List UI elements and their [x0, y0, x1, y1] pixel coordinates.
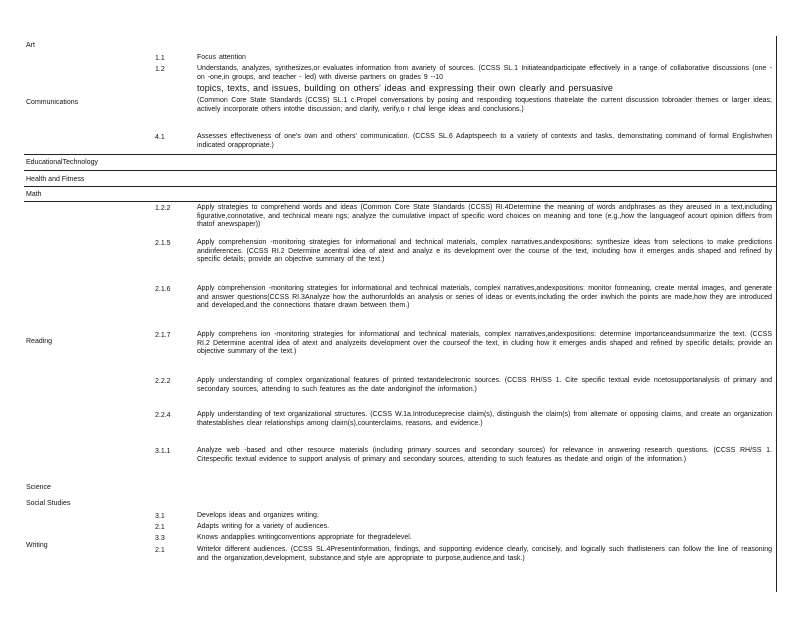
standard-text: Focus attention	[197, 54, 246, 61]
standard-text: Apply strategies to comprehend words and ideas (Common Core State Standards (CCSS) RI.4Determine the meaning of words andphrases as they areused in a text,including figurative,connotative, and technical meani ngs; analyze the cumulative impact of specific word choices on meaning and tone (e.g.,how the languageof acourt opinion differs from thatof anewspaper))	[197, 204, 772, 229]
standard-text: Apply understanding of complex organizational features of printed textandelectronic sources. (CCSS RH/SS 1. Cite specific textual evide ncetosupportanalysis of primary and secondary sources, attending to such features as the date andoriginof the information.)	[197, 377, 772, 393]
section-divider	[24, 186, 776, 187]
standard-number: 2.1.6	[155, 286, 171, 293]
standard-number: 2.1.5	[155, 240, 171, 247]
section-divider	[24, 201, 776, 202]
standard-number: 1.2.2	[155, 205, 171, 212]
subject-communications: Communications	[26, 99, 79, 106]
standard-text: Understands, analyzes, synthesizes,or evaluates information from avariety of sources. (CCSS SL.1 Initiateandparticipate effectively in a range of collaborative discussions (one - on -one,in groups, and teacher - led) with diverse partners on grades 9 --10	[197, 65, 772, 81]
standard-number: 3.1	[155, 513, 165, 520]
subject-math: Math	[26, 191, 42, 198]
subject-reading: Reading	[26, 338, 53, 345]
subject-writing: Writing	[26, 542, 48, 549]
subject-art: Art	[26, 42, 35, 49]
standard-number: 2.2.2	[155, 378, 171, 385]
standard-text-large: topics, texts, and issues, building on others' ideas and expressing their own clearly and persuasive	[197, 83, 613, 93]
section-divider	[24, 154, 776, 155]
standard-number: 1.1	[155, 55, 165, 62]
standard-text: Develops ideas and organizes writing.	[197, 512, 319, 519]
subject-educational-technology: EducationalTechnology	[26, 159, 98, 166]
standard-text: Assesses effectiveness of one's own and others' communication. (CCSS SL.6 Adaptspeech to a variety of contexts and tasks, demonstrating command of formal Englishwhen indicated orappropriate.)	[197, 133, 772, 149]
standard-text: Knows andapplies writingconventions appropriate for thegradelevel.	[197, 534, 412, 541]
standard-text: Adapts writing for a variety of audiences.	[197, 523, 330, 530]
standard-number: 2.1.7	[155, 332, 171, 339]
standard-text: Analyze web -based and other resource materials (including primary sources and secondary sources) for relevance in answering research questions. (CCSS RH/SS 1. Citespecific textual evidence to support analysis of primary and secondary sources, attending to such features as thedate and origin of the information.)	[197, 447, 772, 463]
standard-number: 1.2	[155, 66, 165, 73]
standard-text: Apply understanding of text organizational structures. (CCSS W.1a.Introduceprecise claim(s), distinguish the claim(s) from alternate or opposing claims, and create an organization thatestablishes clear relationships among claim(s),counterclaims, reasons, and evidence.)	[197, 411, 772, 427]
standard-number: 3.3	[155, 535, 165, 542]
standard-text: Apply comprehension -monitoring strategies for informational and technical materials, complex narratives,andexpositions: synthesize ideas from selections to make predictions andinferences. (CCSS RI.2 Determine acentral idea of atext and analyz e its development over the course of the text, including how it emerges andis shaped and refined by specific details; provide an objective summary of the text.)	[197, 239, 772, 264]
standard-text: Writefor different audiences. (CCSS SL.4Presentinformation, findings, and supporting evidence clearly, concisely, and logically such thatlisteners can follow the line of reasoning and the organization,development, substance,and style are appropriate to purpose,audience,and task.)	[197, 546, 772, 562]
standard-number: 2.2.4	[155, 412, 171, 419]
subject-health-fitness: Health and Fitness	[26, 176, 85, 183]
standard-number: 2.1	[155, 524, 165, 531]
standard-text: Apply comprehension -monitoring strategies for informational and technical materials, complex narratives,andexpositions: monitor formeaning, create mental images, and generate and answer questions(CCSS RI.3Analyze how the authorunfolds an analysis or series of ideas or events,including the order inwhich the points are made,how they are introduced and developed,and the connections thatare drawn between them.)	[197, 285, 772, 310]
standard-text: (Common Core State Standards (CCSS) SL.1 c.Propel conversations by posing and responding toquestions thatrelate the current discussion tobroader themes or larger ideas; actively incorporate others intothe discussion; and clarify, verify,o r chal lenge ideas and conclusions.)	[197, 97, 772, 113]
subject-social-studies: Social Studies	[26, 500, 71, 507]
standard-number: 2.1	[155, 547, 165, 554]
section-divider	[24, 170, 776, 171]
right-border-line	[776, 36, 777, 592]
standard-number: 3.1.1	[155, 448, 171, 455]
standard-number: 4.1	[155, 134, 165, 141]
standard-text: Apply comprehens ion -monitoring strategies for informational and technical materials, complex narratives,andexpositions: determine importanceandsummarize the text. (CCSS RI.2 Determine acentral idea of atext and analyzeits development over the courseof the text, in cluding how it emerges andis shaped and refined by specific details; provide an objective summary of the text.)	[197, 331, 772, 356]
subject-science: Science	[26, 484, 51, 491]
